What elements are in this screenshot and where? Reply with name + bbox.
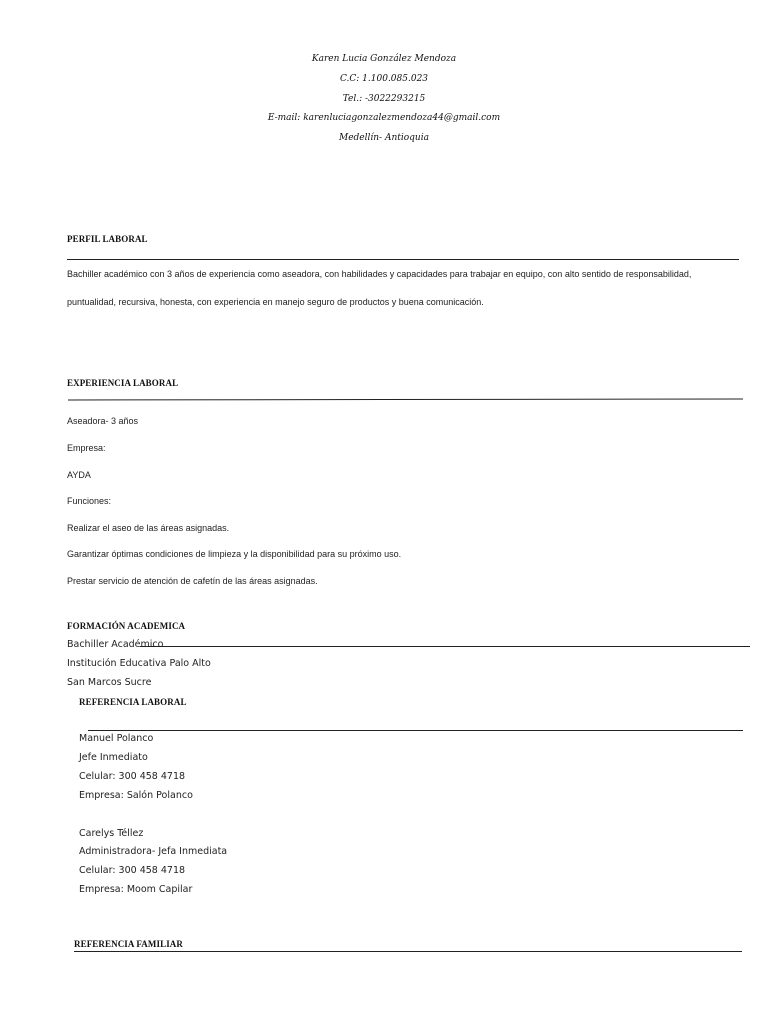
degree: Bachiller Académico [67, 639, 164, 650]
perfil-line-2: puntualidad, recursiva, honesta, con experiencia en manejo seguro de productos y buena comunicación. [67, 297, 484, 307]
reference-role: Jefe Inmediato [79, 752, 148, 763]
function-item: Realizar el aseo de las áreas asignadas. [67, 523, 230, 533]
section-divider [67, 259, 739, 260]
function-item: Garantizar óptimas condiciones de limpieza y la disponibilidad para su próximo uso. [67, 549, 402, 559]
section-title-referencia-familiar: REFERENCIA FAMILIAR [74, 939, 183, 949]
reference-phone: Celular: 300 458 4718 [79, 865, 186, 876]
reference-name: Carelys Téllez [79, 828, 144, 839]
section-divider [68, 399, 743, 401]
city: Medellín- Antioquia [339, 133, 429, 143]
company-label: Empresa: [67, 443, 106, 453]
company-name: AYDA [67, 470, 91, 480]
perfil-line-1: Bachiller académico con 3 años de experiencia como aseadora, con habilidades y capacidades para trabajar en equipo, con alto sentido de responsabilidad, [67, 269, 692, 279]
phone: Tel.: -3022293215 [342, 94, 426, 104]
institution: Institución Educativa Palo Alto [67, 658, 211, 669]
email: E-mail: karenluciagonzalezmendoza44@gmail.com [267, 113, 501, 123]
function-item: Prestar servicio de atención de cafetín de las áreas asignadas. [67, 576, 318, 586]
job-title: Aseadora- 3 años [67, 416, 139, 426]
section-title-perfil: PERFIL LABORAL [67, 234, 148, 244]
reference-company: Empresa: Salón Polanco [79, 790, 193, 801]
reference-name: Manuel Polanco [79, 733, 154, 744]
section-divider [74, 951, 742, 952]
section-divider [140, 646, 750, 647]
functions-label: Funciones: [67, 496, 112, 506]
reference-phone: Celular: 300 458 4718 [79, 771, 186, 782]
reference-company: Empresa: Moom Capilar [79, 884, 193, 895]
candidate-name: Karen Lucia González Mendoza [311, 54, 457, 64]
section-title-formacion: FORMACIÓN ACADEMICA [67, 621, 186, 631]
section-title-experiencia: EXPERIENCIA LABORAL [67, 378, 179, 388]
id-number: C.C: 1.100.085.023 [339, 74, 429, 84]
section-divider [88, 730, 743, 731]
section-title-referencia-laboral: REFERENCIA LABORAL [79, 697, 187, 707]
institution-location: San Marcos Sucre [67, 677, 152, 688]
reference-role: Administradora- Jefa Inmediata [79, 846, 228, 857]
